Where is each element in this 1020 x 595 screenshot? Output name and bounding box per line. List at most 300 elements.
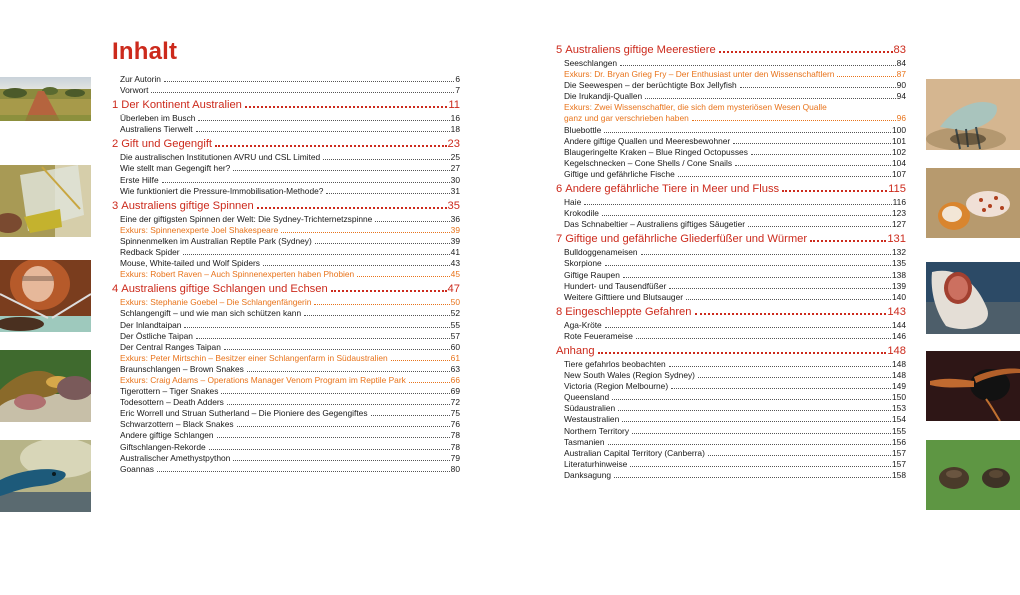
toc-title: Die Seewespen – der berüchtigte Box Jellyfish — [564, 80, 737, 91]
dot-leader — [237, 426, 450, 427]
toc-chapter[interactable] — [556, 182, 906, 197]
toc-title: Weitere Gifttiere und Blutsauger — [564, 291, 684, 302]
dot-leader — [810, 240, 886, 242]
dot-leader — [604, 132, 891, 133]
page-number: 78 — [450, 430, 460, 441]
page-number: 123 — [892, 208, 906, 219]
centipede-photo — [926, 351, 1020, 421]
page-number: 45 — [450, 269, 460, 280]
antivenom-vial-photo — [0, 165, 91, 237]
toc-entry[interactable] — [112, 331, 460, 342]
dot-leader — [622, 421, 891, 422]
page-number: 157 — [892, 458, 906, 469]
toc-label — [564, 136, 730, 147]
toc-entry[interactable] — [112, 442, 460, 453]
taipan-snake-photo — [0, 350, 91, 422]
toc-chapter[interactable] — [112, 282, 460, 297]
dot-leader — [331, 290, 447, 292]
dot-leader — [636, 338, 891, 339]
toc-entry[interactable] — [112, 152, 460, 163]
dot-leader — [184, 327, 449, 328]
toc-entry[interactable] — [112, 85, 460, 96]
toc-title: Giftige Raupen — [564, 269, 620, 280]
dot-leader — [183, 254, 450, 255]
dot-leader — [735, 165, 891, 166]
toc-entry[interactable] — [556, 247, 906, 258]
toc-label — [120, 124, 193, 135]
page-number: 31 — [450, 185, 460, 196]
toc-label — [120, 258, 260, 269]
page-number: 84 — [896, 58, 906, 68]
page-number: 149 — [892, 381, 906, 392]
toc-label — [556, 232, 807, 247]
dot-leader — [247, 371, 450, 372]
toc-title: Seeschlangen — [564, 58, 618, 68]
toc-entry[interactable] — [556, 403, 906, 414]
toc-title: Wie funktioniert die Pressure-Immobilisation-Methode? — [120, 185, 324, 196]
dot-leader — [645, 98, 895, 99]
toc-label — [112, 137, 212, 152]
toc-label — [564, 125, 601, 136]
toc-title: Eingeschleppte Gefahren — [565, 305, 692, 318]
toc-entry[interactable] — [556, 281, 906, 292]
toc-label — [120, 442, 206, 453]
toc-title: Giftige und gefährliche Gliederfüßer und Würmer — [565, 233, 808, 246]
toc-entry[interactable] — [112, 364, 460, 375]
page-number: 39 — [450, 235, 460, 246]
toc-title: Exkurs: Peter Mirtschin – Besitzer einer Schlangenfarm in Südaustralien — [120, 352, 388, 363]
toc-title: Spinnenmelken im Australian Reptile Park (Sydney) — [120, 235, 312, 246]
toc-entry[interactable] — [556, 459, 906, 470]
toc-entry[interactable] — [112, 430, 460, 441]
toc-title: Der Östliche Taipan — [120, 330, 193, 341]
toc-chapter[interactable] — [112, 199, 460, 214]
toc-title: Tiere gefahrlos beobachten — [564, 358, 666, 369]
toc-entry[interactable] — [112, 453, 460, 464]
toc-chapter[interactable] — [112, 98, 460, 113]
toc-title: Zur Autorin — [120, 74, 161, 84]
toc-title: Tigerottern – Tiger Snakes — [120, 386, 219, 397]
page-number: 55 — [450, 319, 460, 330]
toc-title: Haie — [564, 197, 582, 208]
toc-exkurs[interactable] — [112, 225, 460, 236]
toc-label — [564, 403, 615, 414]
dot-leader — [245, 106, 447, 108]
page-number: 148 — [892, 358, 906, 369]
dot-leader — [602, 215, 891, 216]
toc-entry[interactable] — [556, 270, 906, 281]
toc-label — [120, 269, 354, 280]
page-number: 18 — [450, 124, 460, 135]
toc-label — [564, 459, 627, 470]
toc-entry[interactable] — [112, 258, 460, 269]
toc-label — [564, 414, 619, 425]
toc-left-column — [112, 74, 460, 475]
dot-leader — [686, 299, 891, 300]
page-number: 80 — [450, 463, 460, 474]
page-number: 61 — [450, 352, 460, 363]
toc-title: Exkurs: Craig Adams – Operations Manager Venom Program im Reptile Park — [120, 374, 406, 385]
toc-entry[interactable] — [112, 419, 460, 430]
toc-label — [564, 281, 666, 292]
toc-label — [564, 169, 675, 180]
page-number: 135 — [892, 258, 906, 269]
dot-leader — [669, 288, 891, 289]
toc-label — [120, 342, 221, 353]
toc-label — [112, 98, 242, 113]
toc-label — [564, 331, 633, 342]
toc-label — [556, 43, 716, 58]
toc-entry[interactable] — [112, 163, 460, 174]
toc-label — [564, 197, 581, 208]
toc-label — [120, 297, 311, 308]
shark-photo — [926, 262, 1020, 334]
toc-title: Der Inlandtaipan — [120, 319, 182, 330]
toc-title: Skorpione — [564, 258, 602, 269]
toc-entry[interactable] — [556, 414, 906, 425]
toc-label — [564, 381, 668, 392]
dot-leader — [409, 382, 450, 383]
dot-leader — [375, 221, 449, 222]
toc-entry[interactable] — [112, 247, 460, 258]
toc-entry[interactable] — [556, 219, 906, 230]
dot-leader — [608, 444, 892, 445]
toc-label — [120, 74, 161, 85]
toc-entry[interactable] — [112, 320, 460, 331]
toc-title: Anhang — [556, 344, 595, 357]
page-number: 75 — [450, 408, 460, 419]
toc-exkurs-line[interactable]: Exkurs: Zwei Wissenschaftler, die sich dem mysteriösen Wesen Qualle — [564, 102, 827, 113]
toc-entry[interactable] — [556, 208, 906, 219]
toc-label — [564, 270, 620, 281]
chapter-number: 6 — [556, 183, 563, 196]
page-number: 153 — [892, 403, 906, 414]
toc-entry[interactable] — [112, 186, 460, 197]
toc-title: Westaustralien — [564, 414, 620, 425]
toc-label — [564, 426, 629, 437]
page-number: 25 — [450, 152, 460, 163]
toc-title: Schlangengift – und wie man sich schützen kann — [120, 308, 302, 319]
toc-entry[interactable] — [556, 437, 906, 448]
toc-label — [120, 464, 154, 475]
chapter-number: 4 — [112, 283, 119, 296]
toc-title: Giftige und gefährliche Fische — [564, 168, 675, 179]
toc-entry[interactable] — [556, 197, 906, 208]
page-number: 72 — [450, 397, 460, 408]
toc-label — [120, 152, 320, 163]
toc-title: Northern Territory — [564, 425, 630, 436]
toc-entry[interactable] — [112, 464, 460, 475]
page-number: 156 — [892, 436, 906, 447]
page-number: 157 — [892, 447, 906, 458]
toc-exkurs[interactable] — [556, 113, 906, 124]
page-number: 87 — [896, 69, 906, 80]
toc-chapter[interactable] — [556, 305, 906, 320]
toc-label — [556, 305, 692, 320]
page-number: 41 — [450, 247, 460, 258]
bush-road-photo — [0, 77, 91, 121]
toc-title: Exkurs: Spinnenexperte Joel Shakespeare — [120, 224, 279, 235]
page-number: 79 — [450, 452, 460, 463]
toc-title: Wie stellt man Gegengift her? — [120, 163, 231, 174]
toc-right-column — [556, 41, 906, 481]
page-number: 158 — [892, 469, 906, 480]
toc-entry[interactable] — [556, 359, 906, 370]
toc-label — [120, 353, 388, 364]
toc-label — [120, 453, 230, 464]
toc-exkurs[interactable] — [112, 269, 460, 280]
page-number: 60 — [450, 341, 460, 352]
dot-leader — [227, 404, 450, 405]
toc-title: Bulldoggenameisen — [564, 247, 638, 258]
page-number: 131 — [887, 233, 906, 246]
toc-label — [564, 359, 666, 370]
page-number: 36 — [450, 213, 460, 224]
toc-title: Victoria (Region Melbourne) — [564, 381, 669, 392]
page-number: 148 — [887, 344, 906, 357]
dot-leader — [151, 92, 454, 93]
toc-title: Die australischen Institutionen AVRU und CSL Limited — [120, 152, 321, 163]
toc-entry[interactable] — [112, 386, 460, 397]
cone-shells-photo — [926, 168, 1020, 238]
toc-entry[interactable] — [556, 426, 906, 437]
toc-title: Exkurs: Robert Raven – Auch Spinnenexperten haben Phobien — [120, 269, 355, 280]
toc-label — [564, 208, 599, 219]
dot-leader — [748, 226, 891, 227]
page-number: 83 — [893, 44, 906, 56]
page-number: 50 — [450, 297, 460, 308]
toc-label — [564, 80, 737, 91]
toc-title: Goannas — [120, 463, 154, 474]
toc-title: Australischer Amethystpython — [120, 452, 231, 463]
toc-label — [564, 258, 602, 269]
toc-entry[interactable] — [556, 331, 906, 342]
page-number: 63 — [450, 363, 460, 374]
dot-leader — [692, 120, 896, 121]
toc-title: Gift und Gegengift — [121, 138, 213, 151]
toc-title: Die Irukandji-Quallen — [564, 91, 643, 102]
toc-title: Andere giftige Quallen und Meeresbewohner — [564, 135, 731, 146]
dot-leader — [263, 265, 450, 266]
page-number: 102 — [892, 146, 906, 157]
toc-entry[interactable] — [112, 408, 460, 419]
dot-leader — [620, 65, 896, 66]
dot-leader — [157, 471, 450, 472]
toc-entry[interactable] — [112, 214, 460, 225]
toc-entry[interactable] — [112, 175, 460, 186]
toc-title: Südaustralien — [564, 403, 616, 414]
page-number: 39 — [450, 224, 460, 235]
toc-entry[interactable] — [112, 308, 460, 319]
toc-label — [120, 364, 244, 375]
page-number: 30 — [450, 174, 460, 185]
toc-entry[interactable] — [556, 125, 906, 136]
dot-leader — [751, 154, 891, 155]
toc-title: Australian Capital Territory (Canberra) — [564, 447, 705, 458]
toc-title: Schwarzottern – Black Snakes — [120, 419, 234, 430]
toc-entry[interactable] — [112, 397, 460, 408]
toc-label — [564, 292, 683, 303]
page-number: 100 — [892, 124, 906, 135]
toc-title: Der Central Ranges Taipan — [120, 341, 221, 352]
toc-label — [120, 175, 159, 186]
toc-title: Andere giftige Schlangen — [120, 430, 214, 441]
toc-entry[interactable] — [556, 169, 906, 180]
page-number: 47 — [447, 283, 460, 296]
dot-leader — [221, 393, 449, 394]
toc-entry[interactable] — [556, 136, 906, 147]
toc-title: Literaturhinweise — [564, 458, 628, 469]
toc-title: Aga-Kröte — [564, 319, 602, 330]
toc-label — [564, 320, 602, 331]
dot-leader — [224, 349, 450, 350]
toc-title: Das Schnabeltier – Australiens giftiges Säugetier — [564, 219, 746, 230]
dot-leader — [733, 143, 891, 144]
page-number: 27 — [450, 163, 460, 174]
dot-leader — [315, 243, 450, 244]
toc-entry[interactable] — [556, 147, 906, 158]
page-number: 76 — [450, 419, 460, 430]
page-number: 101 — [892, 135, 906, 146]
dot-leader — [314, 304, 449, 305]
toc-chapter[interactable] — [112, 137, 460, 152]
page-number: 6 — [455, 74, 460, 84]
chapter-number: 1 — [112, 99, 119, 112]
toc-entry[interactable] — [556, 381, 906, 392]
page-number: 150 — [892, 392, 906, 403]
toc-entry[interactable] — [112, 342, 460, 353]
toc-chapter[interactable] — [556, 344, 906, 359]
toc-label — [120, 163, 230, 174]
toc-entry[interactable] — [112, 236, 460, 247]
toc-title: Bluebottle — [564, 124, 602, 135]
page-number: 155 — [892, 425, 906, 436]
toc-label — [112, 199, 254, 214]
page-number: 52 — [450, 308, 460, 319]
toc-title: Der Kontinent Australien — [121, 99, 242, 112]
toc-title: Vorwort — [120, 85, 149, 96]
dot-leader — [837, 76, 895, 77]
toc-title: Redback Spider — [120, 247, 180, 258]
toc-label — [564, 437, 605, 448]
toc-title: Krokodile — [564, 208, 599, 219]
dot-leader — [782, 190, 887, 192]
toc-title: Tasmanien — [564, 436, 605, 447]
page-number: 7 — [455, 85, 460, 96]
page-number: 90 — [896, 80, 906, 91]
dot-leader — [215, 145, 447, 147]
page-number: 116 — [892, 197, 906, 208]
toc-label — [120, 386, 218, 397]
toc-title: Australiens giftige Spinnen — [121, 199, 254, 212]
toc-label — [564, 91, 642, 102]
toc-label — [120, 397, 224, 408]
page-number: 69 — [450, 386, 460, 397]
toc-entry[interactable] — [556, 80, 906, 91]
toc-label — [120, 331, 193, 342]
toc-entry[interactable] — [112, 74, 460, 85]
toc-label — [564, 370, 695, 381]
cane-toads-photo — [926, 440, 1020, 510]
toc-title: ganz und gar verschrieben haben — [564, 113, 689, 124]
toc-title: Rote Feuerameise — [564, 330, 633, 341]
page-number: 43 — [450, 258, 460, 269]
toc-label — [120, 214, 372, 225]
page-number: 138 — [892, 269, 906, 280]
toc-title: Todesottern – Death Adders — [120, 397, 224, 408]
page-number: 96 — [896, 113, 906, 124]
toc-chapter[interactable] — [556, 43, 906, 58]
dot-leader — [584, 204, 891, 205]
toc-label — [120, 430, 214, 441]
dot-leader — [698, 377, 891, 378]
toc-entry[interactable] — [556, 58, 906, 69]
toc-exkurs[interactable] — [112, 375, 460, 386]
toc-title: Exkurs: Dr. Bryan Grieg Fry – Der Enthusiast unter den Wissenschaftlern — [564, 69, 835, 80]
dot-leader — [598, 352, 887, 354]
toc-exkurs[interactable] — [112, 353, 460, 364]
page-number: 139 — [892, 280, 906, 291]
page-number: 57 — [450, 330, 460, 341]
toc-label — [564, 113, 689, 124]
page-number: 143 — [887, 305, 906, 318]
chapter-number: 2 — [112, 138, 119, 151]
dot-leader — [623, 277, 891, 278]
dot-leader — [618, 410, 891, 411]
toc-label — [120, 236, 312, 247]
toc-label — [120, 320, 181, 331]
toc-entry[interactable] — [556, 258, 906, 269]
dot-leader — [217, 437, 450, 438]
toc-exkurs[interactable] — [556, 69, 906, 80]
dot-leader — [708, 455, 891, 456]
toc-entry[interactable] — [556, 470, 906, 481]
toc-entry[interactable] — [112, 124, 460, 135]
toc-entry[interactable] — [556, 292, 906, 303]
toc-title: Erste Hilfe — [120, 174, 159, 185]
dot-leader — [630, 466, 891, 467]
toc-entry[interactable] — [556, 448, 906, 459]
page-number: 154 — [892, 414, 906, 425]
page-number: 11 — [448, 99, 460, 112]
page-number: 23 — [447, 138, 460, 151]
toc-entry[interactable] — [556, 320, 906, 331]
toc-entry[interactable] — [556, 91, 906, 102]
toc-entry[interactable] — [556, 158, 906, 169]
dot-leader — [209, 449, 450, 450]
toc-title: New South Wales (Region Sydney) — [564, 370, 695, 381]
dot-leader — [641, 254, 891, 255]
toc-entry[interactable] — [112, 113, 460, 124]
toc-entry[interactable] — [556, 392, 906, 403]
dot-leader — [612, 399, 891, 400]
page-title: Inhalt — [112, 38, 178, 65]
toc-title: Australiens Tierwelt — [120, 124, 193, 135]
dot-leader — [669, 366, 891, 367]
page-number: 140 — [892, 291, 906, 302]
toc-label — [564, 219, 745, 230]
dot-leader — [605, 327, 891, 328]
chapter-number: 7 — [556, 233, 563, 246]
toc-chapter[interactable] — [556, 232, 906, 247]
page-number: 78 — [450, 441, 460, 452]
toc-entry[interactable] — [556, 370, 906, 381]
dot-leader — [326, 193, 449, 194]
toc-label — [120, 375, 406, 386]
toc-label — [120, 85, 148, 96]
page-number: 35 — [447, 199, 460, 212]
toc-exkurs[interactable] — [112, 297, 460, 308]
